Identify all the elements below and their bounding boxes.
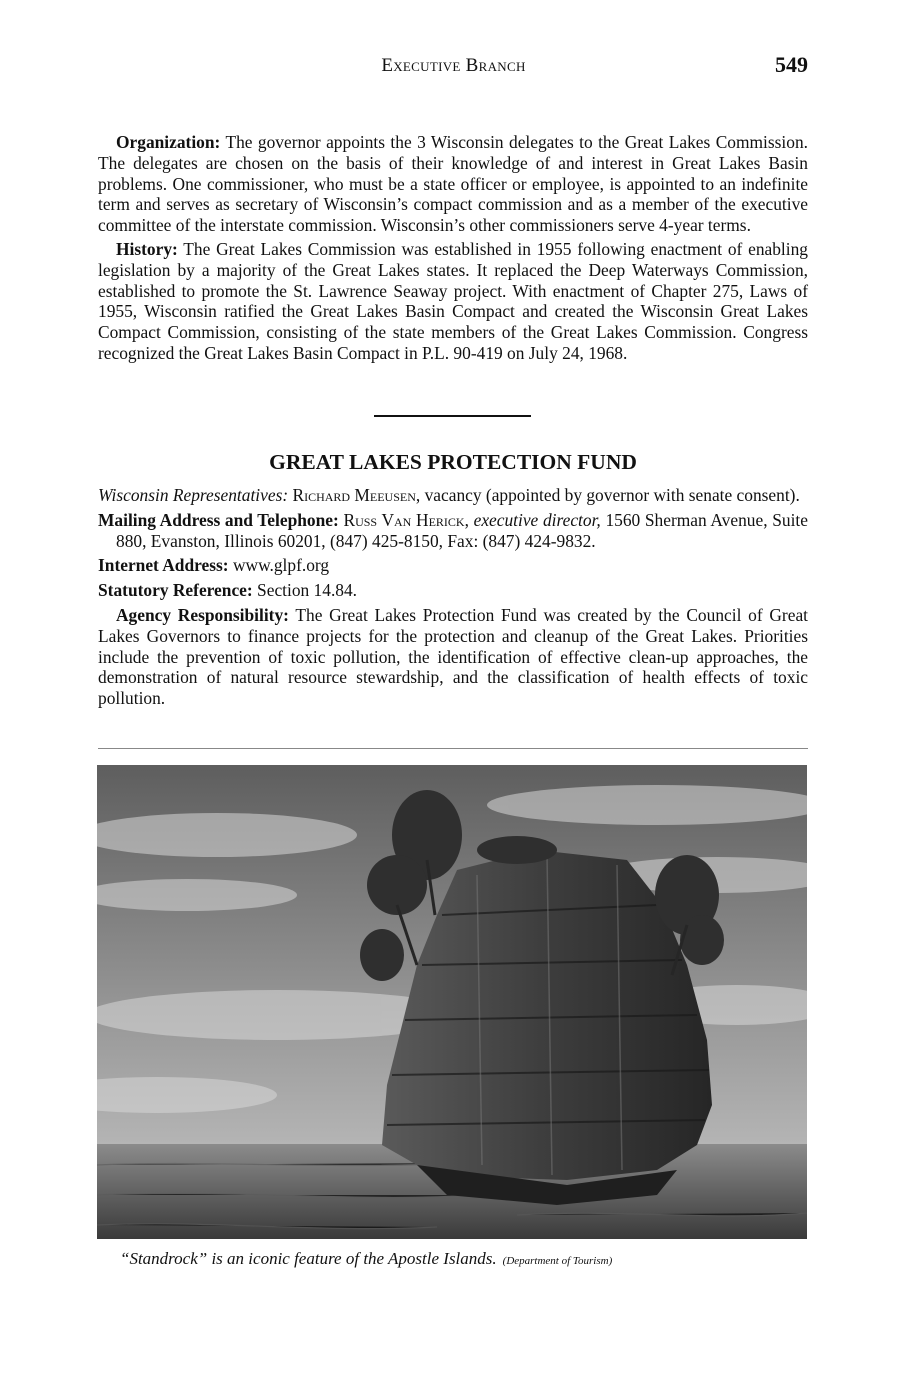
internet-address: www.glpf.org [232,555,330,576]
protection-fund-text [98,485,808,712]
history-label: History: [116,238,178,259]
page-number: 549 [775,52,808,77]
section-title: GREAT LAKES PROTECTION FUND [269,450,637,474]
history-paragraph [98,239,808,364]
organization-paragraph [98,132,808,236]
director-name: Russ Van Herick [343,509,465,530]
caption-text: “Standrock” is an iconic feature of the Apostle Islands. [120,1249,497,1268]
photo-caption [120,1249,820,1269]
representative-name: Richard Meeusen [292,485,416,505]
statutory-reference: Section 14.84. [257,580,358,601]
organization-label: Organization: [116,132,221,152]
organization-text: The governor appoints the 3 Wisconsin delegates to the Great Lakes Commission. The delegates are chosen on the basis of their knowledge of and interest in Great Lakes Basin problems. One commissioner, who must be a state officer or employee, is appointed to an indefinite term and serves as secretary of Wisconsin’s compact commission and as a member of the executive committee of the interstate commission. Wisconsin’s other commissioners serve 4-year terms. [98,132,808,236]
representatives-entry [98,485,808,506]
photo-divider [98,748,808,749]
running-header [0,52,907,82]
standrock-illustration [97,765,807,1239]
mailing-address: 1560 Sherman Avenue, Suite 880, Evanston, Illinois 60201, (847) 425-8150, Fax: (847) 424-9832. [116,509,808,551]
section-divider [374,415,531,417]
internet-entry [98,555,808,576]
responsibility-text: The Great Lakes Protection Fund was created by the Council of Great Lakes Governors to finance projects for the protection and cleanup of the Great Lakes. Priorities include the prevention of toxic pollution, the identification of effective clean-up approaches, the demonstration of natural resource stewardship, and the classification of health effects of toxic pollution. [98,604,808,709]
mailing-label: Mailing Address and Telephone: [98,509,339,530]
standrock-photo [97,765,807,1239]
statutory-entry [98,580,808,601]
internet-label: Internet Address: [98,555,229,576]
mailing-entry: Mailing Address and Telephone: Russ Van Herick, executive director, 1560 Sherman Avenue, Suite 880, Evanston, Illinois 60201, (847) 425-8150, Fax: (847) 424-9832. [98,509,808,551]
running-title: Executive Branch [381,55,526,76]
statutory-label: Statutory Reference: [98,580,253,601]
great-lakes-commission-text [98,132,808,367]
photo-credit: (Department of Tourism) [502,1255,613,1267]
director-title: executive director, [473,509,601,530]
responsibility-label: Agency Responsibility: [116,604,289,625]
representatives-rest: , vacancy (appointed by governor with senate consent). [415,485,800,505]
history-text: The Great Lakes Commission was established in 1955 following enactment of enabling legislation by a majority of the Great Lakes states. It replaced the Deep Waterways Commission, established to promote the St. Lawrence Seaway project. With enactment of Chapter 275, Laws of 1955, Wisconsin ratified the Great Lakes Basin Compact and created the Wisconsin Great Lakes Compact Commission, consisting of the state members of the Great Lakes Commission. Congress recognized the Great Lakes Basin Compact in P.L. 90-419 on July 24, 1968. [98,238,808,363]
responsibility-paragraph [98,605,808,709]
representatives-label: Wisconsin Representatives: [98,485,289,505]
